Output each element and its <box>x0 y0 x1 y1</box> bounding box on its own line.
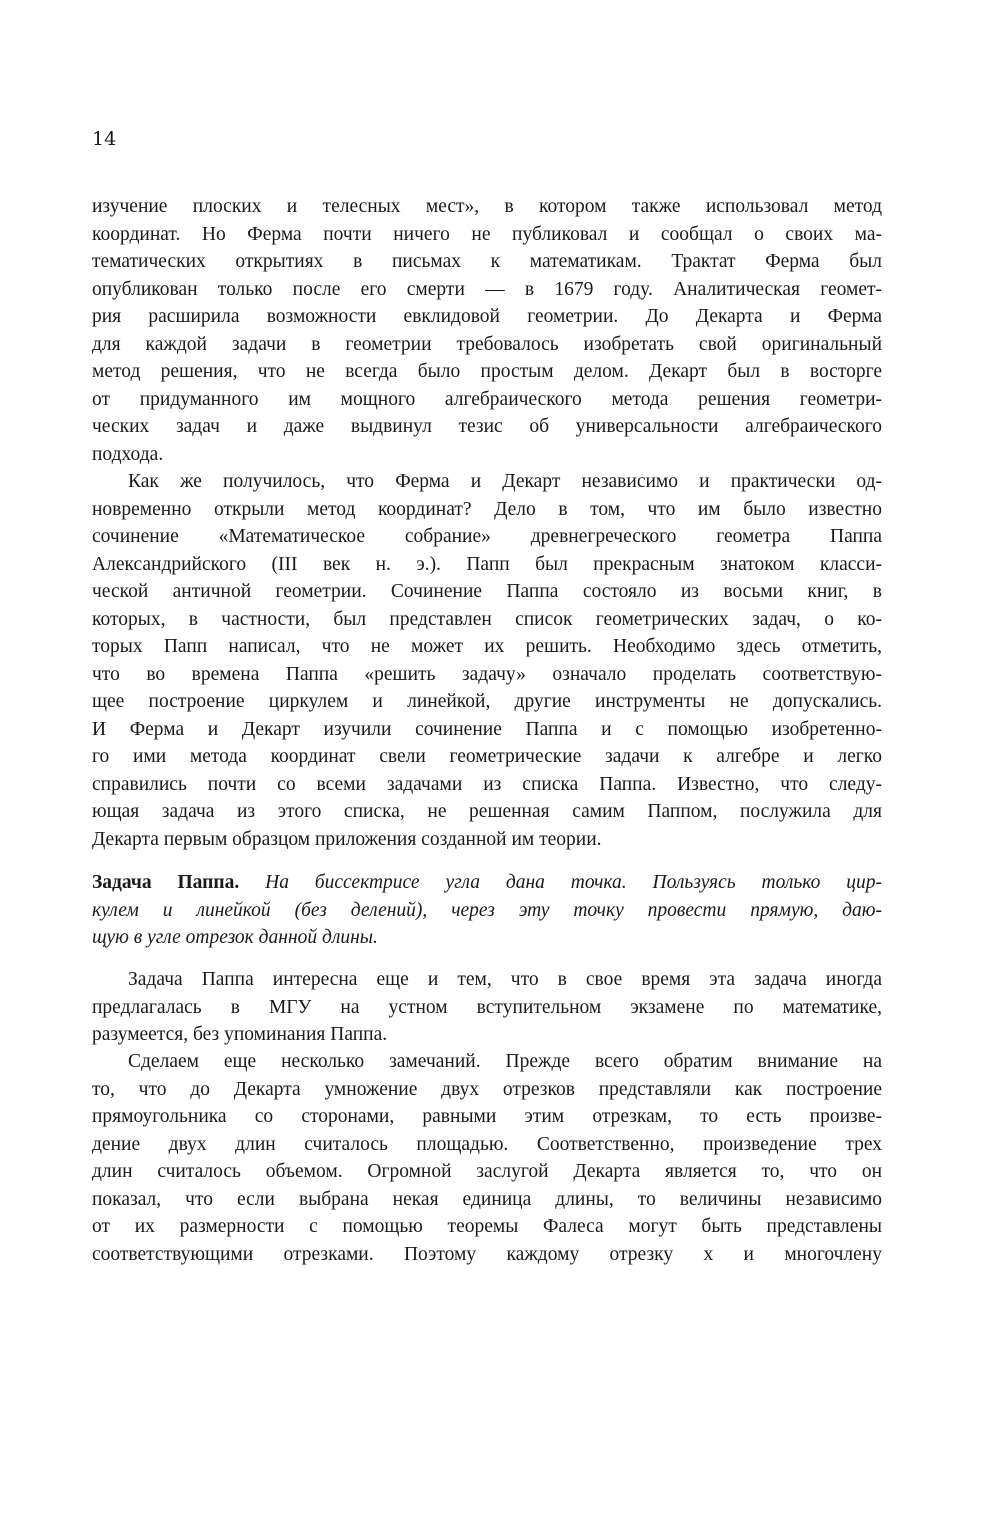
text-line: изучение плоских и телесных мест», в котором также использовал метод <box>92 196 882 217</box>
text-line: Задача Паппа интересна еще и тем, что в свое время эта задача иногда <box>128 969 882 990</box>
problem-title: Задача Паппа. <box>92 872 240 893</box>
text-line: ющая задача из этого списка, не решенная самим Паппом, послужила для <box>92 801 882 822</box>
text-line: метод решения, что не всегда было простым делом. Декарт был в восторге <box>92 361 882 382</box>
text-line: длин считалось объемом. Огромной заслугой Декарта является то, что он <box>92 1161 882 1182</box>
text-line: которых, в частности, был представлен список геометрических задач, о ко- <box>92 608 882 630</box>
text-line: Сделаем еще несколько замечаний. Прежде всего обратим внимание на <box>128 1051 882 1072</box>
text-line: от их размерности с помощью теоремы Фалеса могут быть представлены <box>92 1216 882 1237</box>
text-line: торых Папп написал, что не может их решить. Необходимо здесь отметить, <box>92 636 882 657</box>
text-line: го ими метода координат свели геометрические задачи к алгебре и легко <box>92 746 882 767</box>
problem-statement <box>92 869 882 952</box>
text-line: разумеется, без упоминания Паппа. <box>92 1024 388 1045</box>
text-line: то, что до Декарта умножение двух отрезков представляли как построение <box>92 1078 882 1100</box>
text-line: подхода. <box>92 443 164 465</box>
text-line: прямоугольника со сторонами, равными этим отрезкам, то есть произве- <box>92 1106 882 1127</box>
paragraph-2 <box>92 468 882 853</box>
text-line: от придуманного им мощного алгебраического метода решения геометри- <box>92 388 882 410</box>
page-number: 14 <box>92 128 117 150</box>
paragraph-1 <box>92 193 882 468</box>
text-line: показал, что если выбрана некая единица длины, то величины независимо <box>92 1188 882 1210</box>
text-line: новременно открыли метод координат? Дело в том, что им было известно <box>92 498 882 520</box>
text-line: справились почти со всеми задачами из списка Паппа. Известно, что следу- <box>92 773 882 795</box>
text-line: для каждой задачи в геометрии требовалось изобретать свой оригинальный <box>92 333 882 355</box>
text-line: ческих задач и даже выдвинул тезис об универсальности алгебраического <box>92 416 882 437</box>
text-line: кулем и линейкой (без делений), через эту точку провести прямую, даю- <box>92 899 882 921</box>
text-line: Декарта первым образцом приложения созданной им теории. <box>92 828 602 850</box>
text-line: предлагалась в МГУ на устном вступительном экзамене по математике, <box>92 996 882 1018</box>
text-line: рия расширила возможности евклидовой геометрии. До Декарта и Ферма <box>92 306 882 327</box>
text-line: ческой античной геометрии. Сочинение Паппа состояло из восьми книг, в <box>92 581 882 602</box>
text-line: что во времена Паппа «решить задачу» означало проделать соответствую- <box>92 663 882 685</box>
text-line: Как же получилось, что Ферма и Декарт независимо и практически од- <box>128 471 882 492</box>
text-line: щее построение циркулем и линейкой, другие инструменты не допускались. <box>92 691 882 712</box>
text-line: тематических открытиях в письмах к математикам. Трактат Ферма был <box>92 251 882 272</box>
paragraph-4 <box>92 1048 882 1268</box>
text-line: сочинение «Математическое собрание» древнегреческого геометра Паппа <box>92 526 882 547</box>
text-line: На биссектрисе угла дана точка. Пользуясь только цир- <box>265 872 882 893</box>
text-line: И Ферма и Декарт изучили сочинение Паппа и с помощью изобретенно- <box>92 718 882 740</box>
text-line: дение двух длин считалось площадью. Соответственно, произведение трех <box>92 1133 882 1155</box>
text-line: соответствующими отрезками. Поэтому каждому отрезку x и многочлену <box>92 1243 882 1265</box>
paragraph-3 <box>92 966 882 1049</box>
text-line: щую в угле отрезок данной длины. <box>92 927 378 948</box>
text-line: Александрийского (III век н. э.). Папп был прекрасным знатоком класси- <box>92 553 882 575</box>
text-line: координат. Но Ферма почти ничего не публиковал и сообщал о своих ма- <box>92 223 882 245</box>
text-line: опубликован только после его смерти — в 1679 году. Аналитическая геомет- <box>92 278 882 300</box>
